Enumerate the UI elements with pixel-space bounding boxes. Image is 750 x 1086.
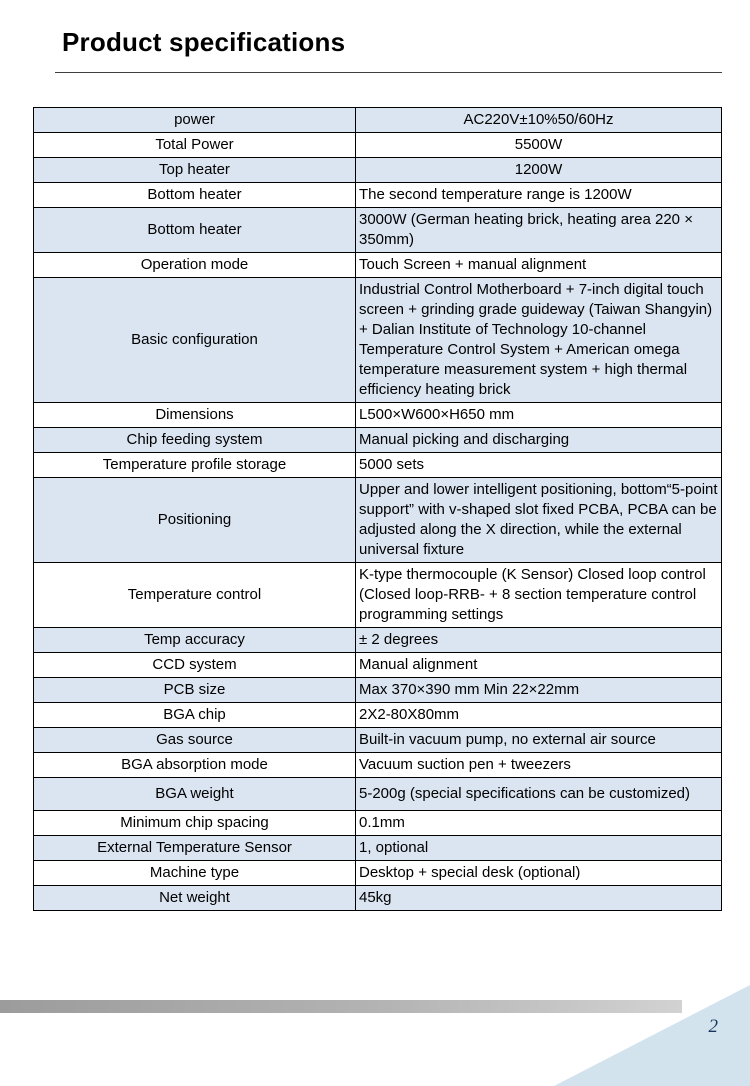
spec-label-cell: Gas source (34, 728, 356, 753)
spec-value-cell: L500×W600×H650 mm (356, 403, 722, 428)
spec-label-cell: power (34, 108, 356, 133)
page-title: Product specifications (62, 27, 346, 57)
spec-label-cell: PCB size (34, 678, 356, 703)
spec-value-cell: 5000 sets (356, 453, 722, 478)
spec-value-cell: Max 370×390 mm Min 22×22mm (356, 678, 722, 703)
spec-label-cell: Chip feeding system (34, 428, 356, 453)
page-header (0, 0, 750, 73)
footer-bar (0, 1000, 682, 1013)
spec-label-cell: Bottom heater (34, 183, 356, 208)
spec-label-cell: BGA chip (34, 703, 356, 728)
spec-label-cell: Machine type (34, 861, 356, 886)
spec-label-cell: Positioning (34, 478, 356, 563)
table-row (34, 703, 722, 728)
spec-value-cell: Built-in vacuum pump, no external air source (356, 728, 722, 753)
spec-value-cell: 3000W (German heating brick, heating area 220 × 350mm) (356, 208, 722, 253)
table-row (34, 836, 722, 861)
spec-value-cell: Industrial Control Motherboard + 7-inch digital touch screen + grinding grade guideway (Taiwan Shangyin) + Dalian Institute of Technology 10-channel Temperature Control System + American omega temperature measurement system + high thermal efficiency heating brick (356, 278, 722, 403)
spec-value-cell: 5500W (356, 133, 722, 158)
spec-label-cell: Total Power (34, 133, 356, 158)
table-row (34, 886, 722, 911)
table-row (34, 108, 722, 133)
table-row (34, 653, 722, 678)
table-row (34, 133, 722, 158)
spec-label-cell: BGA weight (34, 778, 356, 811)
spec-value-cell: ± 2 degrees (356, 628, 722, 653)
table-row (34, 453, 722, 478)
table-row (34, 403, 722, 428)
table-row (34, 208, 722, 253)
spec-value-cell: The second temperature range is 1200W (356, 183, 722, 208)
table-row (34, 478, 722, 563)
spec-value-cell: Touch Screen + manual alignment (356, 253, 722, 278)
page-number: 2 (708, 1016, 718, 1037)
spec-label-cell: Minimum chip spacing (34, 811, 356, 836)
spec-value-cell: Upper and lower intelligent positioning, bottom“5-point support” with v-shaped slot fixed PCBA, PCBA can be adjusted along the X direction, while the external universal fixture (356, 478, 722, 563)
table-row (34, 183, 722, 208)
spec-value-cell: 0.1mm (356, 811, 722, 836)
table-row (34, 678, 722, 703)
spec-value-cell: 45kg (356, 886, 722, 911)
table-row (34, 563, 722, 628)
spec-value-cell: K-type thermocouple (K Sensor) Closed loop control (Closed loop-RRB- + 8 section temperature control programming settings (356, 563, 722, 628)
table-row (34, 728, 722, 753)
spec-value-cell: 1200W (356, 158, 722, 183)
table-row (34, 628, 722, 653)
title-divider (55, 72, 722, 73)
spec-label-cell: Bottom heater (34, 208, 356, 253)
spec-label-cell: Temp accuracy (34, 628, 356, 653)
spec-value-cell: AC220V±10%50/60Hz (356, 108, 722, 133)
spec-label-cell: Dimensions (34, 403, 356, 428)
table-row (34, 861, 722, 886)
spec-value-cell: Desktop + special desk (optional) (356, 861, 722, 886)
spec-label-cell: Operation mode (34, 253, 356, 278)
table-row (34, 253, 722, 278)
spec-value-cell: 5-200g (special specifications can be customized) (356, 778, 722, 811)
spec-label-cell: Net weight (34, 886, 356, 911)
spec-value-cell: Manual alignment (356, 653, 722, 678)
spec-label-cell: BGA absorption mode (34, 753, 356, 778)
spec-value-cell: Vacuum suction pen + tweezers (356, 753, 722, 778)
spec-label-cell: CCD system (34, 653, 356, 678)
spec-label-cell: Basic configuration (34, 278, 356, 403)
spec-table (33, 107, 722, 911)
spec-label-cell: Top heater (34, 158, 356, 183)
table-row (34, 753, 722, 778)
spec-table-body (34, 108, 722, 911)
spec-value-cell: 2X2-80X80mm (356, 703, 722, 728)
spec-label-cell: Temperature profile storage (34, 453, 356, 478)
spec-label-cell: Temperature control (34, 563, 356, 628)
table-row (34, 158, 722, 183)
spec-value-cell: 1, optional (356, 836, 722, 861)
table-row (34, 778, 722, 811)
table-row (34, 428, 722, 453)
table-row (34, 811, 722, 836)
spec-label-cell: External Temperature Sensor (34, 836, 356, 861)
table-row (34, 278, 722, 403)
spec-value-cell: Manual picking and discharging (356, 428, 722, 453)
